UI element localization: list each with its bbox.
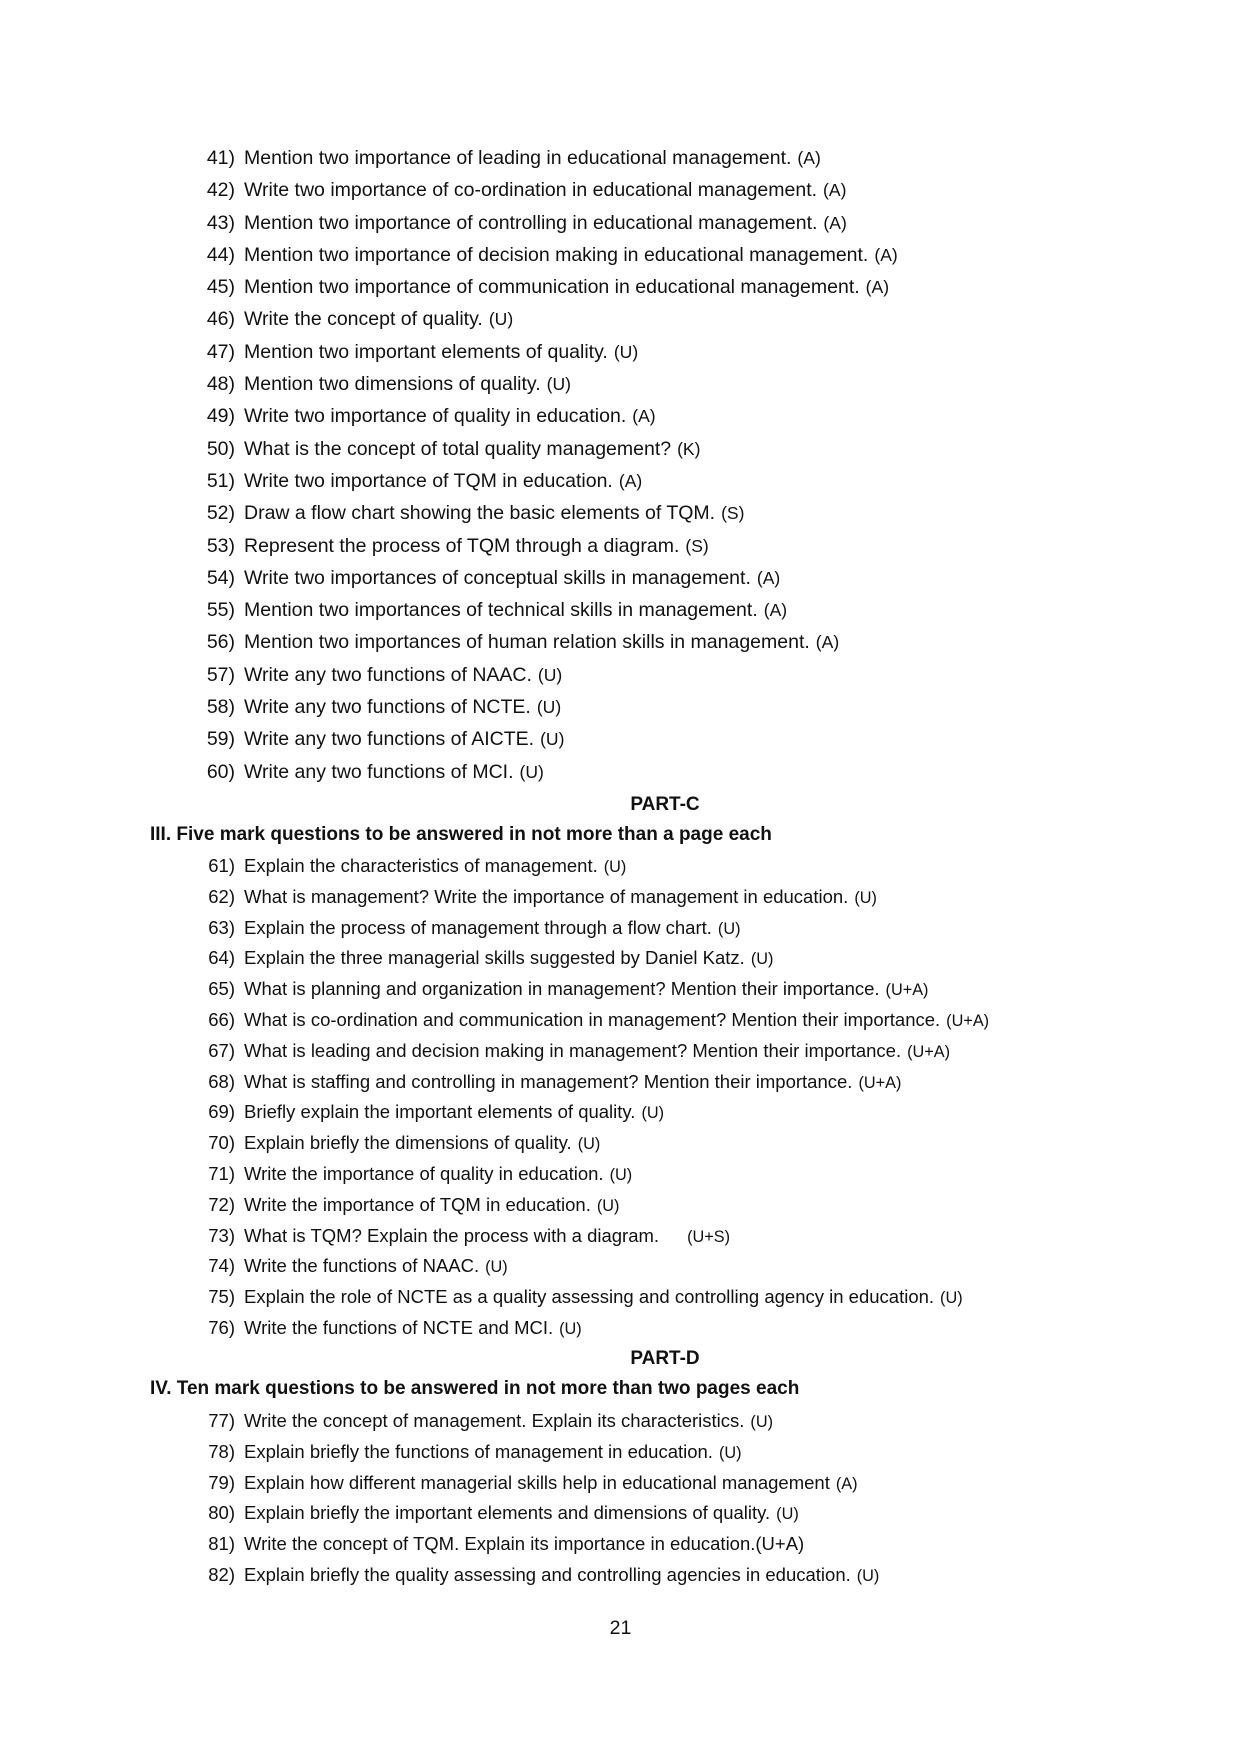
question-number: 44) <box>206 243 235 266</box>
cognitive-level-tag: (U) <box>750 950 774 969</box>
question-item <box>0 1101 1241 1132</box>
question-number: 57) <box>206 663 235 686</box>
question-text: Write two importances of conceptual skills in management. <box>244 566 751 589</box>
cognitive-level-tag: (A) <box>815 632 840 653</box>
question-number: 71) <box>208 1162 235 1184</box>
part-b-continued <box>0 147 1241 793</box>
question-number: 58) <box>206 696 235 719</box>
question-item <box>0 1194 1241 1225</box>
question-number: 55) <box>206 599 235 622</box>
question-item <box>0 978 1241 1009</box>
question-item <box>0 373 1241 405</box>
question-number: 45) <box>206 276 235 299</box>
question-item <box>0 855 1241 886</box>
cognitive-level-tag: (A) <box>823 212 847 233</box>
question-item <box>0 1441 1241 1472</box>
cognitive-level-tag: (U+A) <box>858 1073 902 1092</box>
question-item <box>0 1286 1241 1317</box>
question-number: 46) <box>206 308 235 331</box>
question-item <box>0 1255 1241 1286</box>
question-number: 78) <box>208 1440 235 1462</box>
cognitive-level-tag: (U) <box>856 1566 880 1585</box>
question-number: 75) <box>208 1286 235 1308</box>
question-text: Write the functions of NCTE and MCI. <box>244 1316 554 1338</box>
cognitive-level-tag: (U+A) <box>907 1042 951 1061</box>
cognitive-level-tag: (U) <box>536 697 562 718</box>
question-list <box>0 147 1241 793</box>
question-item <box>0 1132 1241 1163</box>
question-number: 72) <box>208 1193 235 1215</box>
page-number: 21 <box>609 1617 632 1639</box>
question-item <box>0 179 1241 211</box>
question-number: 49) <box>206 405 235 428</box>
question-number: 48) <box>206 373 235 396</box>
question-number: 77) <box>208 1410 235 1431</box>
question-text: Write two importance of TQM in education. <box>244 469 613 492</box>
question-item <box>0 405 1241 437</box>
question-number: 50) <box>206 437 235 460</box>
question-text: Mention two importance of controlling in educational management. <box>244 211 818 234</box>
question-number: 80) <box>208 1502 235 1524</box>
question-text: Explain briefly the quality assessing and controlling agencies in education. <box>244 1563 851 1585</box>
question-item <box>0 341 1241 373</box>
question-number: 70) <box>208 1132 235 1154</box>
question-list <box>0 1410 1241 1595</box>
question-item <box>0 696 1241 728</box>
question-number: 53) <box>206 534 235 557</box>
question-item <box>0 470 1241 502</box>
question-text: Explain the characteristics of management. <box>244 855 598 876</box>
question-text: Write any two functions of AICTE. <box>244 728 535 751</box>
question-text: What is management? Write the importance of management in education. <box>244 885 849 907</box>
question-text: Write any two functions of NAAC. <box>244 663 532 686</box>
cognitive-level-tag: (U) <box>940 1289 963 1308</box>
question-item <box>0 1533 1241 1564</box>
question-item <box>0 1502 1241 1533</box>
question-text: Mention two importance of communication in educational management. <box>244 276 860 299</box>
cognitive-level-tag: (A) <box>618 470 643 491</box>
question-item <box>0 1564 1241 1595</box>
question-item <box>0 535 1241 567</box>
question-text: Briefly explain the important elements of quality. <box>244 1101 636 1123</box>
question-text: Mention two importance of decision making in educational management. <box>244 243 869 266</box>
question-item <box>0 1040 1241 1071</box>
question-item <box>0 886 1241 917</box>
cognitive-level-tag: (U) <box>540 729 565 750</box>
question-text: Explain how different managerial skills help in educational management <box>244 1471 830 1493</box>
question-item <box>0 728 1241 760</box>
question-text: Explain the process of management through a flow chart. <box>244 916 712 938</box>
question-text: What is the concept of total quality management? <box>244 437 672 460</box>
cognitive-level-tag: (U) <box>750 1413 774 1431</box>
question-text: Explain the three managerial skills suggested by Daniel Katz. <box>244 947 745 969</box>
question-text: Write the importance of quality in education. <box>244 1162 604 1184</box>
cognitive-level-tag: (U) <box>519 761 544 782</box>
question-text: Explain briefly the functions of management in education. <box>244 1440 713 1462</box>
question-number: 81) <box>208 1533 235 1555</box>
cognitive-level-tag: (A) <box>763 600 788 621</box>
question-text: Mention two importances of human relation skills in management. <box>244 631 810 654</box>
cognitive-level-tag: (U) <box>776 1505 799 1524</box>
question-item <box>0 1071 1241 1102</box>
question-item <box>0 1317 1241 1348</box>
question-number: 76) <box>208 1316 235 1338</box>
question-text: What is leading and decision making in management? Mention their importance. <box>244 1039 902 1061</box>
question-item <box>0 631 1241 663</box>
question-number: 42) <box>206 179 235 202</box>
question-item <box>0 147 1241 179</box>
question-item <box>0 1009 1241 1040</box>
cognitive-level-tag: (S) <box>721 503 745 524</box>
question-item <box>0 761 1241 793</box>
question-number: 65) <box>208 978 235 1000</box>
question-text: Mention two dimensions of quality. <box>244 373 541 396</box>
cognitive-level-tag: (A) <box>756 567 781 588</box>
question-number: 60) <box>206 760 235 783</box>
part-d-title: PART-D <box>630 1348 700 1369</box>
question-number: 61) <box>208 855 235 876</box>
cognitive-level-tag: (A) <box>865 277 890 298</box>
cognitive-level-tag: (U) <box>718 1443 742 1462</box>
question-text: Explain briefly the dimensions of quality. <box>244 1132 572 1154</box>
cognitive-level-tag: (U) <box>854 888 877 907</box>
question-number: 51) <box>206 469 235 492</box>
question-item <box>0 308 1241 340</box>
cognitive-level-tag: (U) <box>717 919 741 938</box>
question-number: 67) <box>208 1039 235 1061</box>
question-text: Write the importance of TQM in education. <box>244 1193 591 1215</box>
cognitive-level-tag: (U) <box>603 858 627 876</box>
question-number: 73) <box>208 1224 235 1246</box>
question-item <box>0 567 1241 599</box>
question-number: 63) <box>208 916 235 938</box>
cognitive-level-tag: (S) <box>685 535 709 556</box>
question-item <box>0 1410 1241 1441</box>
question-text: What is staffing and controlling in management? Mention their importance. <box>244 1070 853 1092</box>
part-d-questions <box>0 1410 1241 1595</box>
question-number: 47) <box>206 340 235 363</box>
question-item <box>0 947 1241 978</box>
cognitive-level-tag: (U) <box>546 374 571 395</box>
question-text: Write any two functions of NCTE. <box>244 696 531 719</box>
question-item <box>0 1225 1241 1256</box>
part-c-questions <box>0 855 1241 1348</box>
question-text: Draw a flow chart showing the basic elements of TQM. <box>244 502 716 525</box>
question-text: Write the concept of TQM. Explain its importance in education.(U+A) <box>244 1533 805 1555</box>
cognitive-level-tag: (U) <box>577 1135 601 1154</box>
question-list <box>0 855 1241 1348</box>
cognitive-level-tag: (U) <box>641 1104 665 1123</box>
question-item <box>0 917 1241 948</box>
cognitive-level-tag: (U) <box>559 1319 582 1338</box>
question-text: What is co-ordination and communication in management? Mention their importance. <box>244 1008 941 1030</box>
question-number: 54) <box>206 566 235 589</box>
question-item <box>0 1472 1241 1503</box>
cognitive-level-tag: (A) <box>632 406 656 427</box>
cognitive-level-tag: (A) <box>874 244 898 265</box>
part-c-title: PART-C <box>630 794 700 815</box>
question-text: Mention two importance of leading in educational management. <box>244 147 792 169</box>
question-number: 66) <box>208 1008 235 1030</box>
question-number: 52) <box>206 502 235 525</box>
cognitive-level-tag: (U+A) <box>946 1011 990 1030</box>
question-text: Explain briefly the important elements and dimensions of quality. <box>244 1502 771 1524</box>
question-item <box>0 599 1241 631</box>
cognitive-level-tag: (U) <box>488 309 514 330</box>
question-number: 59) <box>206 728 235 751</box>
question-text: Write any two functions of MCI. <box>244 760 514 783</box>
question-number: 56) <box>206 631 235 654</box>
question-number: 62) <box>208 885 235 907</box>
question-number: 74) <box>208 1255 235 1277</box>
question-number: 41) <box>206 147 235 169</box>
question-item <box>0 276 1241 308</box>
question-text: Write the concept of management. Explain its characteristics. <box>244 1410 745 1431</box>
question-text: Write the concept of quality. <box>244 308 483 331</box>
question-number: 68) <box>208 1070 235 1092</box>
question-number: 79) <box>208 1471 235 1493</box>
cognitive-level-tag: (U) <box>609 1165 633 1184</box>
question-number: 82) <box>208 1563 235 1585</box>
question-item <box>0 1163 1241 1194</box>
cognitive-level-tag: (U) <box>596 1196 620 1215</box>
question-text: Write the functions of NAAC. <box>244 1255 480 1277</box>
cognitive-level-tag: (A) <box>835 1474 858 1493</box>
question-text: Represent the process of TQM through a diagram. <box>244 534 680 557</box>
cognitive-level-tag: (A) <box>823 180 847 201</box>
question-text: Explain the role of NCTE as a quality assessing and controlling agency in education. <box>244 1286 935 1308</box>
question-item <box>0 244 1241 276</box>
question-item <box>0 212 1241 244</box>
cognitive-level-tag: (U+A) <box>885 981 929 1000</box>
question-text: What is TQM? Explain the process with a diagram. <box>244 1224 660 1246</box>
question-text: Write two importance of co-ordination in educational management. <box>244 179 818 202</box>
question-number: 43) <box>206 211 235 234</box>
cognitive-level-tag: (U) <box>613 341 639 362</box>
question-number: 64) <box>208 947 235 969</box>
question-number: 69) <box>208 1101 235 1123</box>
question-text: Write two importance of quality in education. <box>244 405 627 428</box>
question-item <box>0 438 1241 470</box>
part-d-heading: IV. Ten mark questions to be answered in not more than two pages each <box>150 1378 800 1399</box>
cognitive-level-tag: (A) <box>797 148 821 168</box>
cognitive-level-tag: (U) <box>537 664 563 685</box>
question-text: Mention two importances of technical skills in management. <box>244 599 758 622</box>
question-item <box>0 502 1241 534</box>
cognitive-level-tag: (U+S) <box>687 1227 730 1246</box>
question-text: What is planning and organization in management? Mention their importance. <box>244 978 880 1000</box>
part-c-heading: III. Five mark questions to be answered in not more than a page each <box>150 824 772 845</box>
question-item <box>0 664 1241 696</box>
question-text: Mention two important elements of quality. <box>244 340 608 363</box>
cognitive-level-tag: (U) <box>485 1258 508 1277</box>
cognitive-level-tag: (K) <box>677 438 701 459</box>
